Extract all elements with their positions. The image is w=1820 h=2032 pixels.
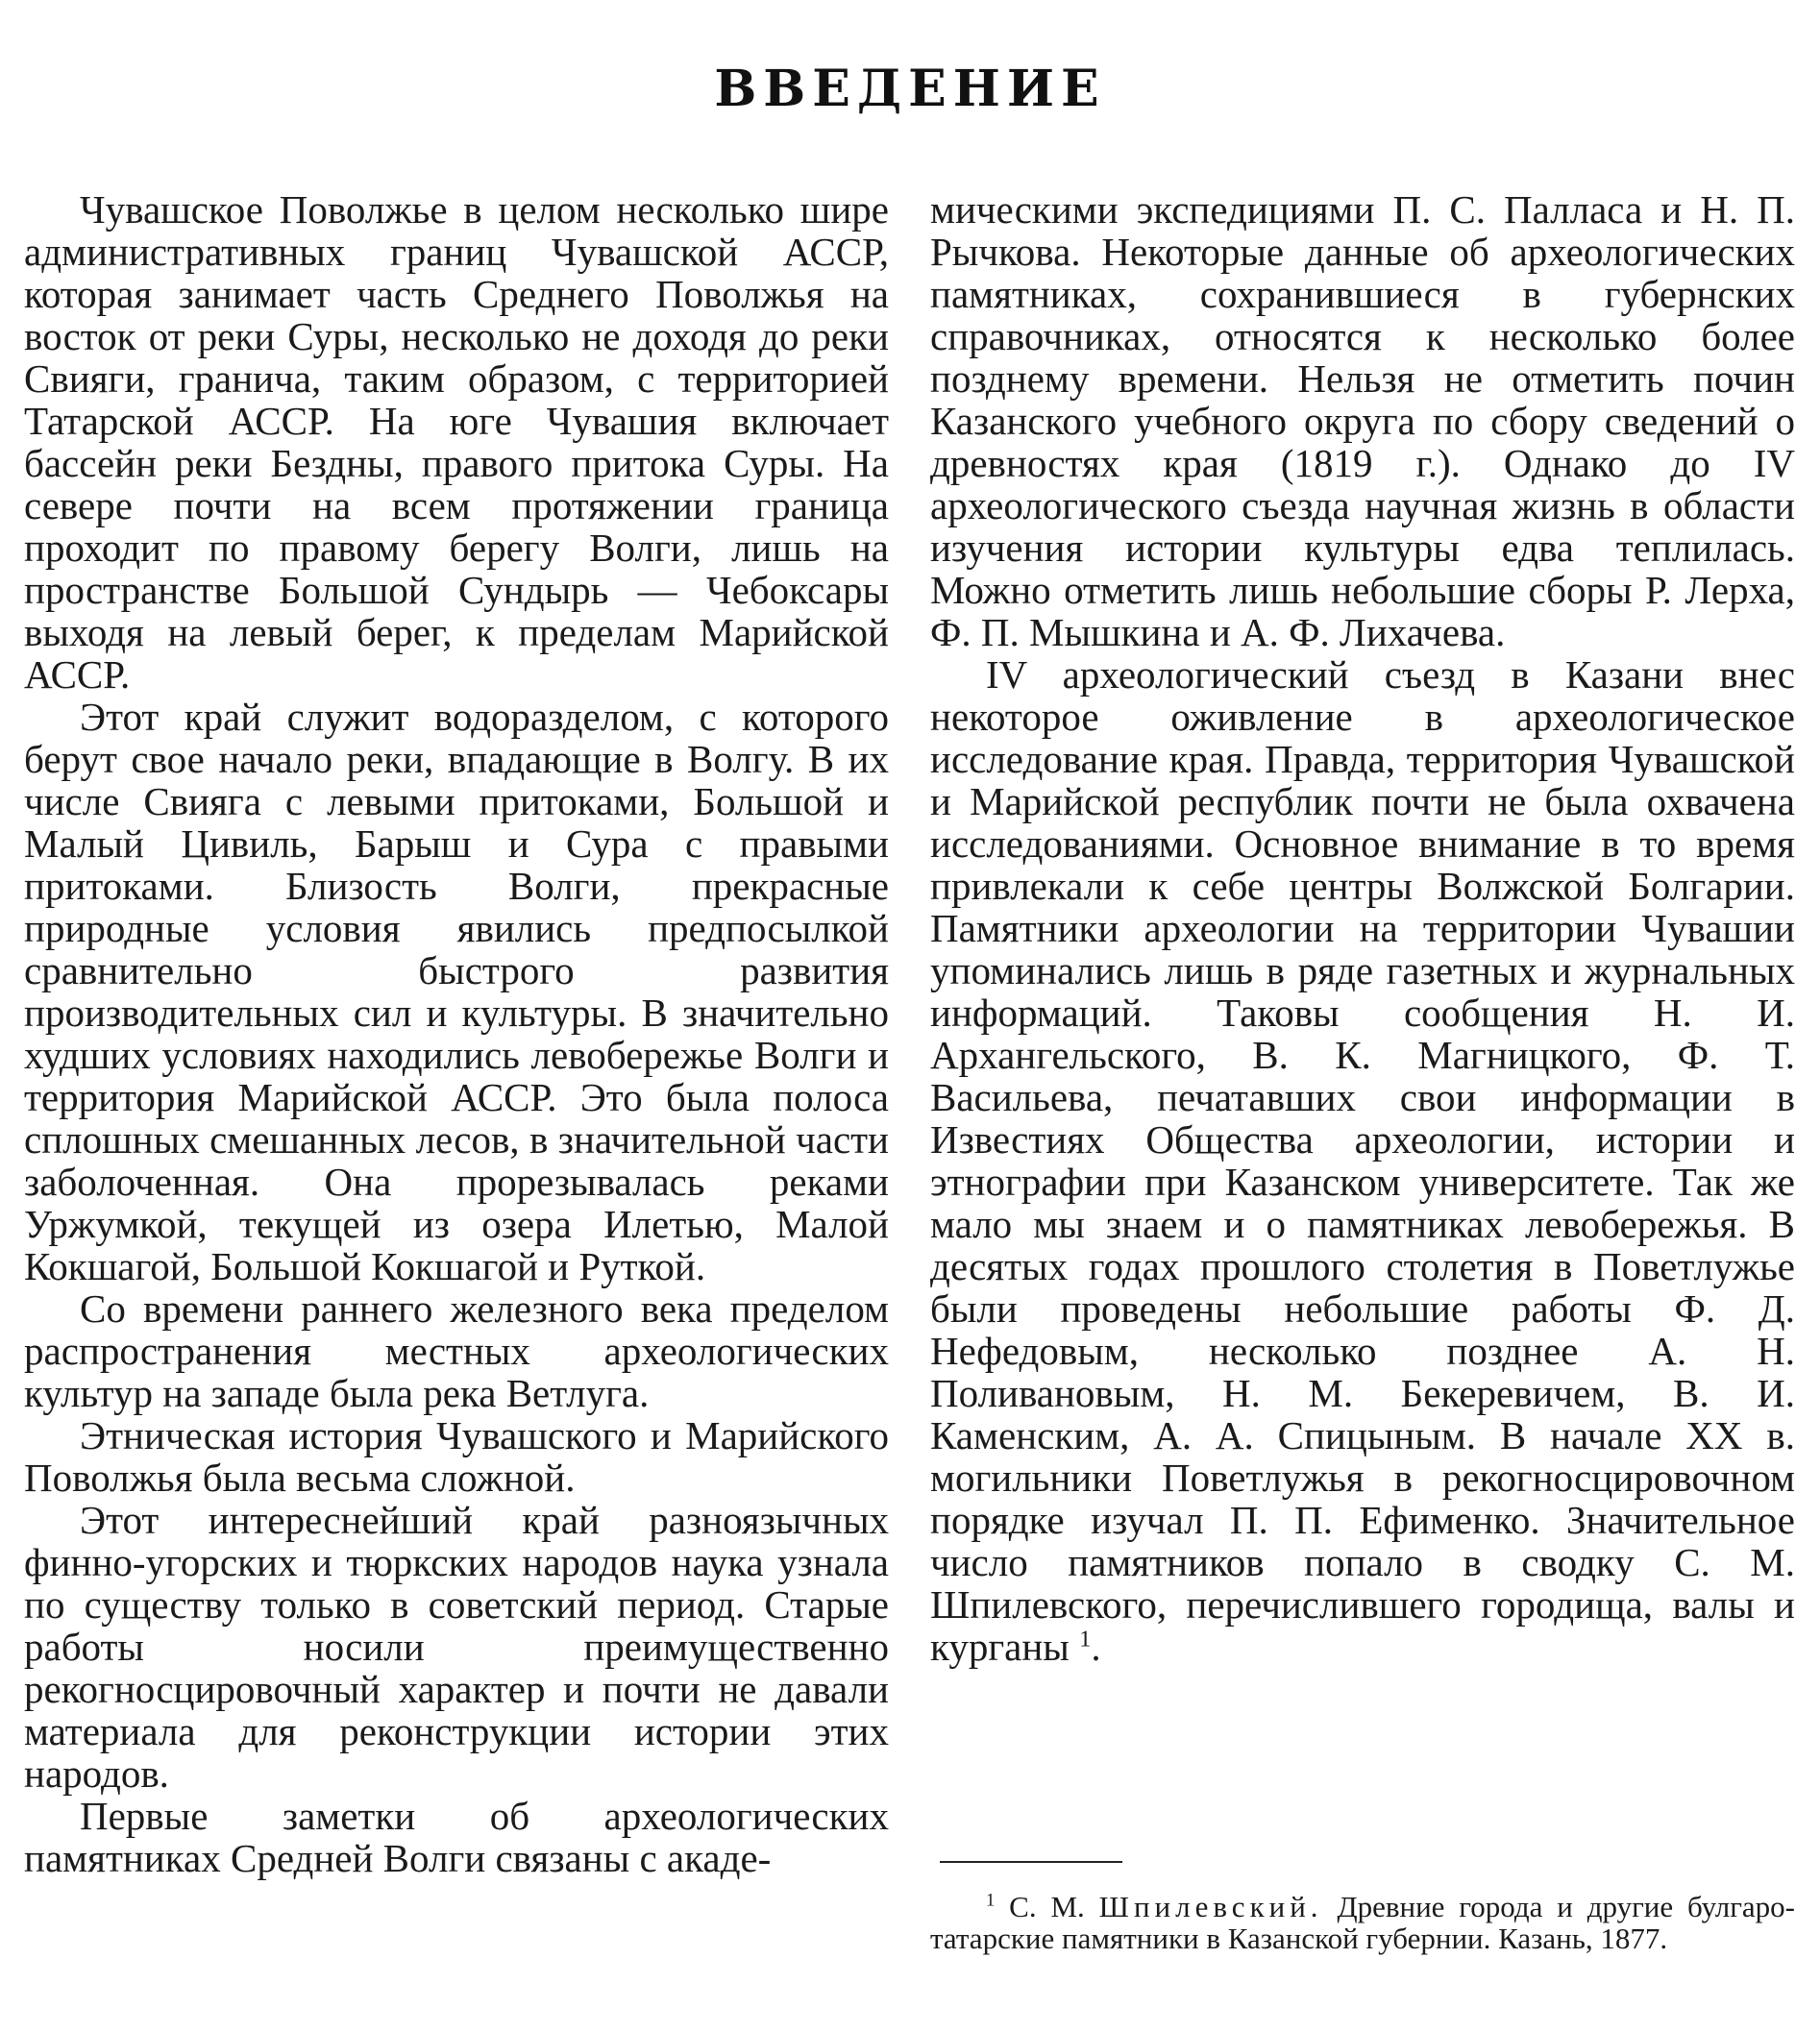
footnote xyxy=(930,1891,1795,1954)
paragraph: Этот край служит водоразделом, с которого берут свое начало реки, впадающие в Волгу. В их числе Свияга с левыми притоками, Большой и Малый Цивиль, Барыш и Сура с правыми притоками. Близость Волги, прекрасные природные условия явились предпосылкой сравнительно быстрого развития производительных сил и культуры. В значительно худших условиях находились левобережье Волги и территория Марийской АССР. Это была полоса сплошных смешанных лесов, в значительной части заболоченная. Она прорезывалась реками Уржумкой, текущей из озера Илетью, Малой Кокшагой, Большой Кокшагой и Руткой. xyxy=(24,695,889,1288)
page-title: ВВЕДЕНИЕ xyxy=(714,60,1106,118)
footnote-divider xyxy=(940,1861,1122,1863)
paragraph: Первые заметки об археологических памятниках Средней Волги связаны с акаде- xyxy=(24,1794,889,1880)
right-column xyxy=(930,188,1795,1668)
paragraph-end: . xyxy=(1091,1625,1101,1669)
footnote-author-initials: С. М. xyxy=(1009,1890,1085,1923)
left-column xyxy=(24,188,889,1879)
paragraph-text: IV археологический съезд в Казани внес некоторое оживление в археологическое исследование края. Правда, территория Чувашской и Марийской республик почти не была охвачена исследованиями. Основное внимание в то время привлекали к себе центры Волжской Болгарии. Памятники археологии на территории Чувашии упоминались лишь в ряде газетных и журнальных информаций. Таковы сообщения Н. И. Архангельского, В. К. Магницкого, Ф. Т. Васильева, печатавших свои информации в Известиях Общества археологии, истории и этнографии при Казанском университете. Так же мало мы знаем и о памятниках левобережья. В десятых годах прошлого столетия в Поветлужье были проведены небольшие работы Ф. Д. Нефедовым, несколько позднее А. Н. Поливановым, Н. М. Бекеревичем, В. И. Каменским, А. А. Спицыным. В начале XX в. могильники Поветлужья в рекогносцировочном порядке изучал П. П. Ефименко. Значительное число памятников попало в сводку С. М. Шпилевского, перечислившего городища, валы и курганы xyxy=(930,652,1795,1669)
footnote-author-surname: Шпилевский. xyxy=(1098,1890,1323,1923)
paragraph: мическими экспедициями П. С. Палласа и Н. П. Рычкова. Некоторые данные об археологических памятниках, сохранившиеся в губернских справочниках, относятся к несколько более позднему времени. Нельзя не отметить почин Казанского учебного округа по сбору сведений о древностях края (1819 г.). Однако до IV археологического съезда научная жизнь в области изучения истории культуры едва теплилась. Можно отметить лишь небольшие сборы Р. Лерха, Ф. П. Мышкина и А. Ф. Лихачева. xyxy=(930,187,1795,654)
footnote-reference[interactable]: 1 xyxy=(1079,1626,1092,1653)
paragraph: Этот интереснейший край разноязычных финно-угорских и тюркских народов наука узнала по существу только в советский период. Старые работы носили преимущественно рекогносцировочный характер и почти не давали материала для реконструкции истории этих народов. xyxy=(24,1498,889,1796)
paragraph xyxy=(930,653,1795,1668)
paragraph: Чувашское Поволжье в целом несколько шире административных границ Чувашской АССР, которая занимает часть Среднего Поволжья на восток от реки Суры, несколько не доходя до реки Свияги, гранича, таким образом, с территорией Татарской АССР. На юге Чувашия включает бассейн реки Бездны, правого притока Суры. На севере почти на всем протяжении граница проходит по правому берегу Волги, лишь на пространстве Большой Сундырь — Чебоксары выходя на левый берег, к пределам Марийской АССР. xyxy=(24,187,889,697)
footnote-mark: 1 xyxy=(986,1890,996,1911)
paragraph: Этническая история Чувашского и Марийского Поволжья была весьма сложной. xyxy=(24,1413,889,1500)
footnote-text: Древние города и другие булгаро-татарские памятники в Казанской губернии. Казань, 1877. xyxy=(930,1890,1796,1955)
paragraph: Со времени раннего железного века пределом распространения местных археологических культур на западе была река Ветлуга. xyxy=(24,1286,889,1415)
